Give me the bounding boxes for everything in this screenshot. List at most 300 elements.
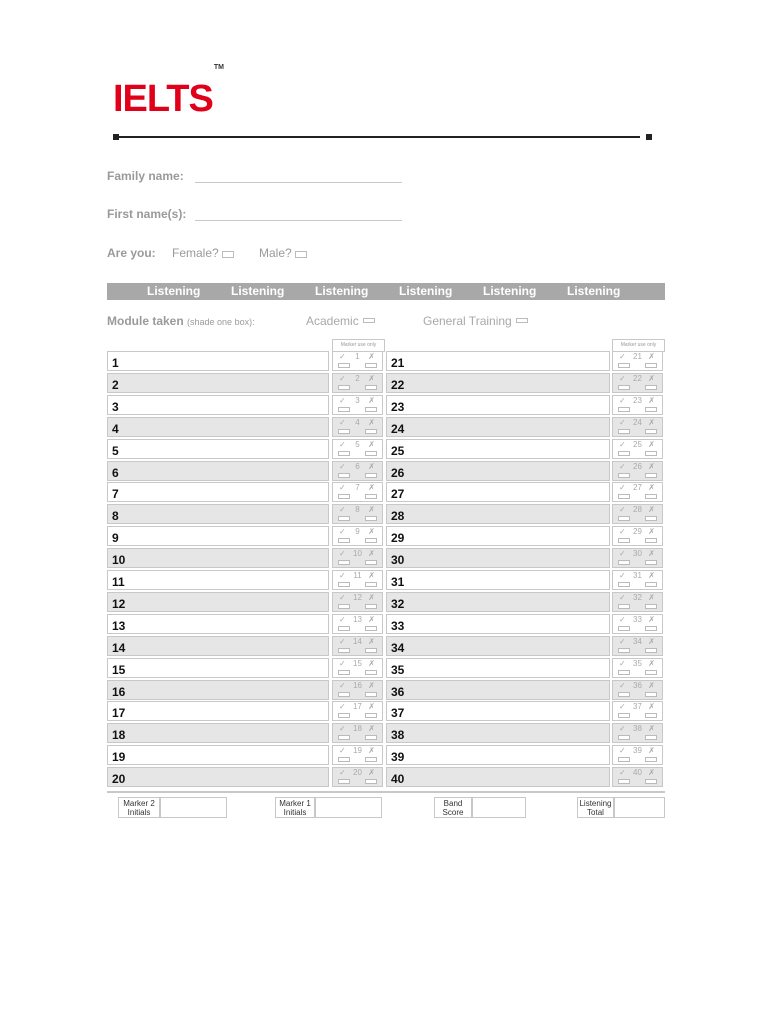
incorrect-box[interactable]	[365, 538, 377, 543]
answer-row	[107, 504, 383, 525]
cross-icon: ✗	[648, 439, 655, 449]
marker2-initials-label: Marker 2 Initials	[118, 797, 160, 818]
answer-field[interactable]	[107, 417, 329, 437]
marker-cell	[332, 548, 383, 568]
cross-icon: ✗	[368, 614, 375, 624]
correct-box[interactable]	[338, 779, 350, 784]
male-option[interactable]: Male?	[259, 246, 307, 260]
cross-icon: ✗	[368, 461, 375, 471]
academic-option[interactable]: Academic	[306, 314, 375, 328]
tick-icon: ✓	[619, 352, 626, 361]
incorrect-box[interactable]	[645, 670, 657, 675]
answer-row	[107, 570, 383, 591]
cross-icon: ✗	[648, 505, 655, 515]
question-number: 17	[112, 706, 126, 721]
answer-field[interactable]	[386, 461, 610, 481]
tick-icon: ✓	[619, 658, 626, 668]
tick-icon: ✓	[619, 702, 626, 712]
general-training-checkbox[interactable]	[516, 318, 528, 323]
answer-row	[386, 439, 663, 460]
answer-field[interactable]	[107, 504, 329, 524]
marker-cell	[332, 482, 383, 502]
incorrect-box[interactable]	[645, 407, 657, 412]
correct-box[interactable]	[618, 516, 630, 521]
answer-row	[386, 548, 663, 569]
question-number: 39	[391, 750, 405, 765]
cross-icon: ✗	[648, 549, 655, 559]
cross-icon: ✗	[368, 724, 375, 734]
answer-field[interactable]	[107, 439, 329, 459]
answer-field[interactable]	[386, 636, 610, 656]
incorrect-box[interactable]	[365, 560, 377, 565]
marker-number: 12	[353, 592, 362, 602]
answer-row	[107, 439, 383, 460]
marker-number: 19	[353, 746, 362, 756]
correct-box[interactable]	[338, 494, 350, 499]
answer-field[interactable]	[386, 614, 610, 634]
incorrect-box[interactable]	[365, 407, 377, 412]
marker-cell	[332, 439, 383, 459]
answer-field[interactable]	[107, 548, 329, 568]
correct-box[interactable]	[338, 473, 350, 478]
marker-cell	[332, 351, 383, 371]
tick-icon: ✓	[339, 592, 346, 602]
incorrect-box[interactable]	[365, 473, 377, 478]
incorrect-box[interactable]	[365, 670, 377, 675]
answer-row	[386, 351, 663, 372]
question-number: 8	[112, 509, 119, 524]
question-number: 15	[112, 662, 126, 677]
question-number: 7	[112, 487, 119, 502]
marker-number: 32	[633, 592, 642, 602]
answer-field[interactable]	[386, 548, 610, 568]
are-you-label: Are you:	[107, 246, 156, 260]
marker-cell	[612, 745, 663, 765]
female-checkbox[interactable]	[222, 251, 234, 258]
cross-icon: ✗	[648, 461, 655, 471]
correct-box[interactable]	[618, 451, 630, 456]
cross-icon: ✗	[648, 395, 655, 405]
male-checkbox[interactable]	[295, 251, 307, 258]
correct-box[interactable]	[338, 407, 350, 412]
incorrect-box[interactable]	[645, 604, 657, 609]
correct-box[interactable]	[618, 713, 630, 718]
correct-box[interactable]	[618, 494, 630, 499]
correct-box[interactable]	[618, 757, 630, 762]
answer-field[interactable]	[107, 570, 329, 590]
marker-cell	[612, 767, 663, 787]
marker-cell	[612, 395, 663, 415]
answer-row	[386, 461, 663, 482]
answer-row	[386, 417, 663, 438]
incorrect-box[interactable]	[645, 429, 657, 434]
incorrect-box[interactable]	[645, 473, 657, 478]
question-number: 38	[391, 728, 405, 743]
answer-row	[386, 373, 663, 394]
marker1-initials-label: Marker 1 Initials	[275, 797, 315, 818]
incorrect-box[interactable]	[645, 451, 657, 456]
correct-box[interactable]	[618, 429, 630, 434]
answer-row	[107, 636, 383, 657]
marker-number: 3	[355, 395, 360, 405]
marker-number: 8	[355, 505, 360, 515]
answer-row	[107, 373, 383, 394]
answer-field[interactable]	[386, 767, 610, 787]
answer-row	[386, 658, 663, 679]
answer-row	[386, 745, 663, 766]
tick-icon: ✓	[619, 395, 626, 405]
answer-row	[107, 658, 383, 679]
cross-icon: ✗	[368, 483, 375, 493]
answer-field[interactable]	[107, 351, 329, 371]
tick-icon: ✓	[619, 746, 626, 756]
cross-icon: ✗	[368, 702, 375, 712]
incorrect-box[interactable]	[645, 494, 657, 499]
marker-cell	[332, 701, 383, 721]
correct-box[interactable]	[618, 385, 630, 390]
marker-cell	[332, 526, 383, 546]
answer-field[interactable]	[107, 636, 329, 656]
marker-number: 27	[633, 483, 642, 493]
correct-box[interactable]	[618, 407, 630, 412]
tick-icon: ✓	[619, 724, 626, 734]
correct-box[interactable]	[618, 582, 630, 587]
answer-field[interactable]	[107, 723, 329, 743]
incorrect-box[interactable]	[365, 363, 377, 368]
incorrect-box[interactable]	[365, 626, 377, 631]
band-score-label: Band Score	[434, 797, 472, 818]
marker-cell	[332, 614, 383, 634]
correct-box[interactable]	[338, 648, 350, 653]
marker-cell	[612, 526, 663, 546]
answer-row	[386, 723, 663, 744]
marker-cell	[612, 723, 663, 743]
cross-icon: ✗	[368, 592, 375, 602]
answer-row	[107, 526, 383, 547]
incorrect-box[interactable]	[365, 779, 377, 784]
incorrect-box[interactable]	[645, 692, 657, 697]
answer-row	[107, 701, 383, 722]
question-number: 16	[112, 684, 126, 699]
answer-row	[386, 592, 663, 613]
correct-box[interactable]	[618, 735, 630, 740]
incorrect-box[interactable]	[365, 757, 377, 762]
correct-box[interactable]	[618, 648, 630, 653]
family-name-field[interactable]	[195, 182, 402, 183]
marker-number: 13	[353, 614, 362, 624]
banner-word: Listening	[567, 284, 621, 298]
cross-icon: ✗	[368, 768, 375, 778]
correct-box[interactable]	[618, 538, 630, 543]
cross-icon: ✗	[368, 549, 375, 559]
incorrect-box[interactable]	[645, 757, 657, 762]
incorrect-box[interactable]	[645, 648, 657, 653]
correct-box[interactable]	[618, 779, 630, 784]
incorrect-box[interactable]	[365, 604, 377, 609]
answer-row	[107, 680, 383, 701]
cross-icon: ✗	[368, 439, 375, 449]
answer-row	[107, 461, 383, 482]
correct-box[interactable]	[618, 604, 630, 609]
marker-number: 7	[355, 483, 360, 493]
first-name-field[interactable]	[195, 220, 402, 221]
incorrect-box[interactable]	[365, 451, 377, 456]
incorrect-box[interactable]	[365, 582, 377, 587]
question-number: 21	[391, 356, 405, 370]
question-number: 31	[391, 575, 405, 589]
correct-box[interactable]	[618, 670, 630, 675]
question-number: 36	[391, 684, 405, 699]
cross-icon: ✗	[368, 527, 375, 537]
cross-icon: ✗	[648, 746, 655, 756]
incorrect-box[interactable]	[365, 692, 377, 697]
answer-field[interactable]	[107, 482, 329, 502]
correct-box[interactable]	[338, 757, 350, 762]
cross-icon: ✗	[648, 373, 655, 383]
tick-icon: ✓	[619, 680, 626, 690]
tick-icon: ✓	[619, 571, 626, 580]
marker-number: 25	[633, 439, 642, 449]
marker-cell	[612, 482, 663, 502]
marker-number: 35	[633, 658, 642, 668]
marker-number: 37	[633, 702, 642, 712]
marker-cell	[332, 767, 383, 787]
correct-box[interactable]	[338, 582, 350, 587]
marker-number: 26	[633, 461, 642, 471]
incorrect-box[interactable]	[365, 385, 377, 390]
answer-row	[107, 745, 383, 766]
correct-box[interactable]	[338, 626, 350, 631]
answer-field[interactable]	[107, 767, 329, 787]
incorrect-box[interactable]	[365, 516, 377, 521]
tick-icon: ✓	[619, 614, 626, 624]
cross-icon: ✗	[368, 746, 375, 756]
incorrect-box[interactable]	[645, 538, 657, 543]
question-number: 25	[391, 443, 405, 458]
answer-field[interactable]	[386, 723, 610, 743]
marker-cell	[332, 636, 383, 656]
marker-cell	[332, 461, 383, 481]
correct-box[interactable]	[338, 713, 350, 718]
cross-icon: ✗	[648, 527, 655, 537]
tick-icon: ✓	[339, 483, 346, 493]
answer-row	[107, 351, 383, 372]
answer-field[interactable]	[386, 504, 610, 524]
correct-box[interactable]	[618, 363, 630, 368]
correct-box[interactable]	[338, 604, 350, 609]
correct-box[interactable]	[338, 363, 350, 368]
marker-number: 17	[353, 702, 362, 712]
correct-box[interactable]	[338, 692, 350, 697]
cross-icon: ✗	[648, 658, 655, 668]
answer-field[interactable]	[386, 417, 610, 437]
marker-number: 4	[355, 417, 360, 427]
marker-number: 36	[633, 680, 642, 690]
correct-box[interactable]	[338, 735, 350, 740]
incorrect-box[interactable]	[365, 648, 377, 653]
cross-icon: ✗	[648, 636, 655, 646]
correct-box[interactable]	[338, 670, 350, 675]
marker-number: 1	[355, 352, 360, 361]
marker-cell	[612, 680, 663, 700]
answer-field[interactable]	[386, 701, 610, 721]
answer-field[interactable]	[386, 526, 610, 546]
answer-field[interactable]	[107, 614, 329, 634]
answer-field[interactable]	[386, 395, 610, 415]
answer-field[interactable]	[386, 680, 610, 700]
question-number: 40	[391, 772, 405, 787]
answer-field[interactable]	[107, 526, 329, 546]
tick-icon: ✓	[619, 417, 626, 427]
incorrect-box[interactable]	[645, 363, 657, 368]
answer-field[interactable]	[107, 373, 329, 393]
marker2-initials-box[interactable]	[160, 797, 227, 818]
incorrect-box[interactable]	[645, 779, 657, 784]
marker-number: 11	[353, 571, 362, 580]
incorrect-box[interactable]	[365, 429, 377, 434]
incorrect-box[interactable]	[365, 494, 377, 499]
tick-icon: ✓	[339, 395, 346, 405]
marker-header-right: Marker use only	[612, 339, 665, 352]
answer-row	[107, 417, 383, 438]
banner-word: Listening	[147, 284, 201, 298]
marker-number: 20	[353, 768, 362, 778]
incorrect-box[interactable]	[645, 516, 657, 521]
tick-icon: ✓	[619, 549, 626, 559]
cross-icon: ✗	[368, 373, 375, 383]
incorrect-box[interactable]	[645, 626, 657, 631]
tick-icon: ✓	[339, 549, 346, 559]
header-rule	[118, 136, 640, 138]
answer-row	[107, 592, 383, 613]
incorrect-box[interactable]	[645, 713, 657, 718]
question-number: 3	[112, 399, 119, 414]
cross-icon: ✗	[368, 658, 375, 668]
incorrect-box[interactable]	[645, 385, 657, 390]
cross-icon: ✗	[648, 483, 655, 493]
cross-icon: ✗	[648, 614, 655, 624]
cross-icon: ✗	[648, 768, 655, 778]
marker-cell	[612, 351, 663, 371]
answer-field[interactable]	[107, 745, 329, 765]
marker-number: 39	[633, 746, 642, 756]
banner-word: Listening	[231, 284, 285, 298]
marker-number: 28	[633, 505, 642, 515]
question-number: 10	[112, 553, 126, 568]
correct-box[interactable]	[338, 538, 350, 543]
correct-box[interactable]	[618, 692, 630, 697]
answer-row	[386, 680, 663, 701]
cross-icon: ✗	[648, 592, 655, 602]
incorrect-box[interactable]	[645, 560, 657, 565]
marker-number: 16	[353, 680, 362, 690]
correct-box[interactable]	[338, 385, 350, 390]
rule-end-right	[646, 134, 652, 140]
incorrect-box[interactable]	[645, 582, 657, 587]
incorrect-box[interactable]	[365, 713, 377, 718]
answer-field[interactable]	[107, 592, 329, 612]
band-score-box[interactable]	[472, 797, 526, 818]
question-number: 27	[391, 487, 405, 502]
tick-icon: ✓	[339, 505, 346, 515]
tick-icon: ✓	[339, 352, 346, 361]
cross-icon: ✗	[648, 352, 655, 361]
marker-cell	[612, 417, 663, 437]
marker-number: 29	[633, 527, 642, 537]
marker-number: 31	[633, 571, 642, 580]
marker-cell	[612, 614, 663, 634]
tick-icon: ✓	[619, 461, 626, 471]
answer-field[interactable]	[386, 439, 610, 459]
academic-checkbox[interactable]	[363, 318, 375, 323]
marker1-initials-box[interactable]	[315, 797, 382, 818]
answer-field[interactable]	[386, 373, 610, 393]
answer-field[interactable]	[386, 482, 610, 502]
answer-field[interactable]	[386, 745, 610, 765]
answer-row	[107, 482, 383, 503]
tick-icon: ✓	[339, 417, 346, 427]
question-number: 19	[112, 750, 126, 765]
answer-field[interactable]	[386, 570, 610, 590]
incorrect-box[interactable]	[645, 735, 657, 740]
marker-cell	[332, 570, 383, 590]
question-number: 22	[391, 377, 405, 392]
tick-icon: ✓	[339, 439, 346, 449]
answer-field[interactable]	[107, 395, 329, 415]
marker-cell	[612, 701, 663, 721]
marker-number: 23	[633, 395, 642, 405]
marker-cell	[612, 439, 663, 459]
answer-field[interactable]	[386, 351, 610, 371]
cross-icon: ✗	[368, 571, 375, 580]
correct-box[interactable]	[618, 560, 630, 565]
tick-icon: ✓	[339, 680, 346, 690]
question-number: 28	[391, 509, 405, 524]
correct-box[interactable]	[338, 429, 350, 434]
question-number: 32	[391, 596, 405, 611]
female-option[interactable]: Female?	[172, 246, 234, 260]
answer-field[interactable]	[386, 592, 610, 612]
answer-field[interactable]	[107, 701, 329, 721]
listening-total-box[interactable]	[614, 797, 665, 818]
marker-number: 18	[353, 724, 362, 734]
answer-row	[386, 701, 663, 722]
correct-box[interactable]	[618, 626, 630, 631]
answer-field[interactable]	[386, 658, 610, 678]
answer-row	[107, 723, 383, 744]
tick-icon: ✓	[619, 483, 626, 493]
general-training-option[interactable]: General Training	[423, 314, 528, 328]
cross-icon: ✗	[368, 636, 375, 646]
answer-field[interactable]	[107, 461, 329, 481]
footer-rule	[107, 791, 665, 793]
question-number: 34	[391, 640, 405, 655]
question-number: 18	[112, 728, 126, 743]
marker-cell	[332, 680, 383, 700]
question-number: 20	[112, 772, 126, 787]
correct-box[interactable]	[338, 451, 350, 456]
answer-row	[386, 636, 663, 657]
marker-cell	[332, 745, 383, 765]
answer-field[interactable]	[107, 658, 329, 678]
question-number: 23	[391, 399, 405, 414]
answer-field[interactable]	[107, 680, 329, 700]
incorrect-box[interactable]	[365, 735, 377, 740]
correct-box[interactable]	[338, 516, 350, 521]
correct-box[interactable]	[618, 473, 630, 478]
answer-row	[386, 395, 663, 416]
correct-box[interactable]	[338, 560, 350, 565]
